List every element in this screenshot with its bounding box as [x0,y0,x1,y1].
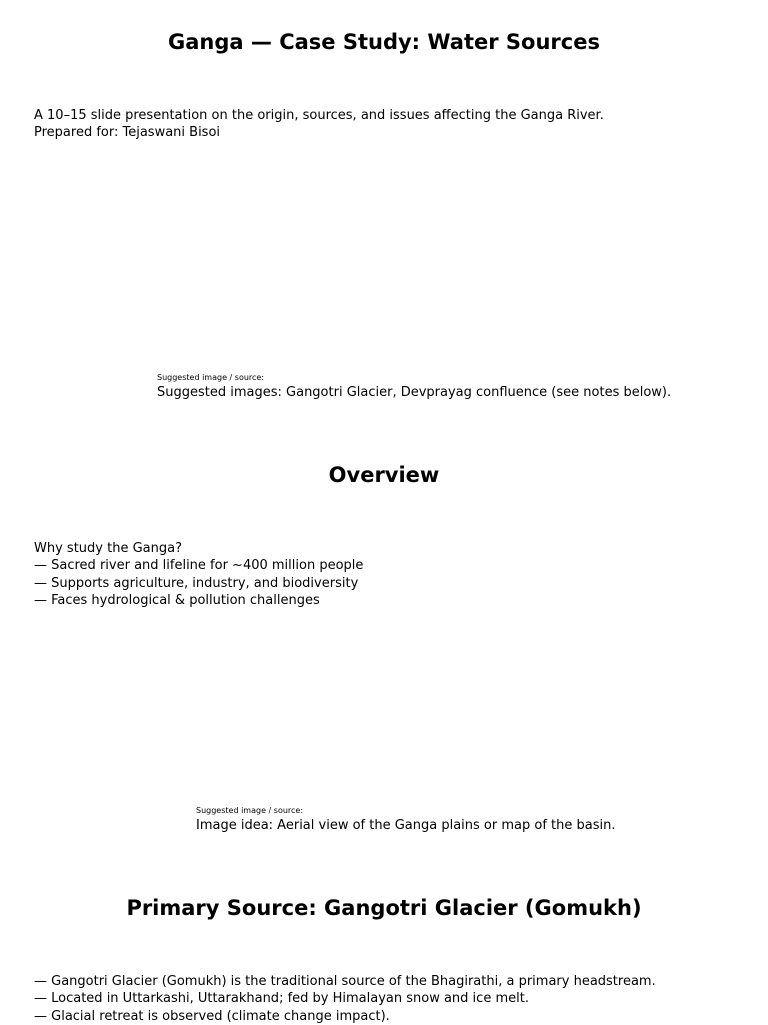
slide-3-line-1: — Gangotri Glacier (Gomukh) is the traditional source of the Bhagirathi, a primary headstream. [34,974,656,989]
slide-1-caption-text: Suggested images: Gangotri Glacier, Devprayag confluence (see notes below). [157,385,672,400]
slide-2-line-2: — Sacred river and lifeline for ~400 million people [34,558,364,574]
slide-2-caption-text: Image idea: Aerial view of the Ganga plains or map of the basin. [196,818,616,833]
slide-1-body [34,107,734,142]
slide-3-title: Primary Source: Gangotri Glacier (Gomukh) [126,896,642,920]
slide-1-caption-label: Suggested image / source: [157,373,265,382]
slide-2-line-3: — Supports agriculture, industry, and biodiversity [34,575,359,591]
slide-1-line-1: A 10–15 slide presentation on the origin, sources, and issues affecting the Ganga River. [34,108,604,123]
slide-1-line-2: Prepared for: Tejaswani Bisoi [34,125,221,141]
slide-2-line-4: — Faces hydrological & pollution challenges [34,592,320,608]
slide-3-body [34,973,734,1025]
slide-2-title: Overview [328,463,440,487]
slide-2-caption-label: Suggested image / source: [196,806,304,815]
slide-2-body [34,540,734,609]
slide-3-line-3: — Glacial retreat is observed (climate change impact). [34,1008,390,1024]
slide-2-line-1: Why study the Ganga? [34,541,182,556]
slide-1-title: Ganga — Case Study: Water Sources [168,30,600,54]
slide-3-line-2: — Located in Uttarkashi, Uttarakhand; fed by Himalayan snow and ice melt. [34,991,529,1007]
